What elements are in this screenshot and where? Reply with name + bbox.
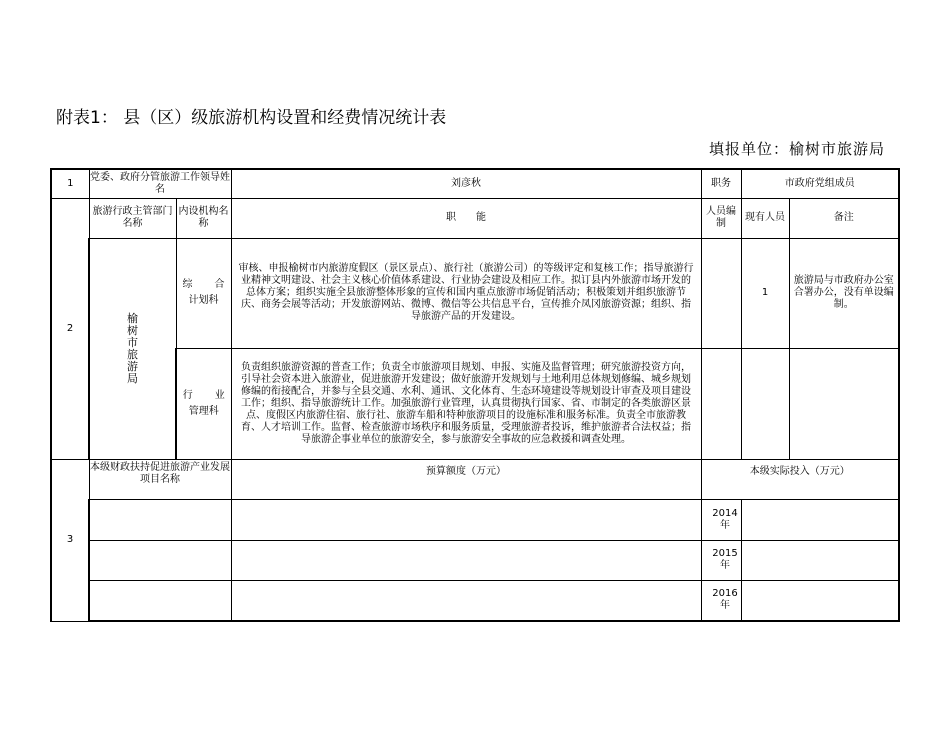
inner-dept-name — [176, 348, 231, 459]
row-number: 1 — [51, 169, 89, 198]
inner-dept-name-line: 管理科 — [188, 405, 219, 417]
table-row — [51, 580, 899, 621]
note-text — [789, 348, 899, 459]
year-label: 2015年 — [701, 540, 741, 580]
fill-unit: 填报单位：榆树市旅游局 — [708, 140, 885, 158]
project-label: 本级财政扶持促进旅游产业发展项目名称 — [89, 459, 231, 499]
project-name-cell — [89, 580, 231, 621]
table-row — [51, 499, 899, 540]
staffing-header: 人员编制 — [701, 198, 741, 238]
inner-dept-header: 内设机构名称 — [176, 198, 231, 238]
dept-name-char: 旅 — [127, 347, 138, 361]
actual-investment-cell — [741, 499, 899, 540]
year-label: 2016年 — [701, 580, 741, 621]
project-name-cell — [89, 499, 231, 540]
dept-name-char: 游 — [127, 359, 138, 373]
inner-dept-name — [176, 238, 231, 348]
budget-label: 预算额度（万元） — [231, 459, 701, 499]
table-row — [51, 198, 899, 238]
dept-name-char: 树 — [127, 323, 138, 337]
inner-dept-name-line: 综 合 — [182, 279, 225, 290]
dept-header: 旅游行政主管部门名称 — [89, 198, 176, 238]
inner-dept-name-line: 计划科 — [188, 295, 219, 306]
duty-text: 审核、申报榆树市内旅游度假区（景区景点）、旅行社（旅游公司）的等级评定和复核工作；指导旅游行业精神文明建设、社会主义核心价值体系建设、行业协会建设及相应工作。拟订县内外旅游市场开发的总体方案；组织实施全县旅游整体形象的宣传和国内重点旅游市场促销活动；积极策划并组织旅游节庆、商务会展等活动；开发旅游网站、微博、微信等公共信息平台，宣传推介凤冈旅游资源；组织、指导旅游产品的开发建设。 — [231, 238, 701, 348]
table-row — [51, 169, 899, 198]
actual-investment-cell — [741, 540, 899, 580]
leader-label: 党委、政府分管旅游工作领导姓名 — [89, 169, 231, 198]
project-name-cell — [89, 540, 231, 580]
staffing-value — [701, 238, 741, 348]
dept-name-char: 市 — [127, 335, 138, 349]
actual-investment-cell — [741, 580, 899, 621]
row-number: 2 — [51, 198, 89, 459]
table-row — [51, 459, 899, 499]
note-header: 备注 — [789, 198, 899, 238]
page-title: 附表1： 县（区）级旅游机构设置和经费情况统计表 — [56, 108, 447, 128]
current-staff-header: 现有人员 — [741, 198, 789, 238]
year-label: 2014年 — [701, 499, 741, 540]
budget-cell — [231, 580, 701, 621]
leader-name: 刘彦秋 — [231, 169, 701, 198]
table-row — [51, 238, 899, 348]
statistics-table — [50, 168, 900, 622]
position-label: 职务 — [701, 169, 741, 198]
actual-investment-label: 本级实际投入（万元） — [701, 459, 899, 499]
duty-text: 负责组织旅游资源的普查工作；负责全市旅游项目规划、申报、实施及监督管理；研究旅游投资方向，引导社会资本进入旅游业，促进旅游开发建设；做好旅游开发规划与土地利用总体规划修编、城乡规划修编的衔接配合，并参与全县交通、水利、通讯、文化体育、生态环境建设等规划设计审查及项目建设工作；组织、指导旅游统计工作。加强旅游行业管理，认真贯彻执行国家、省、市制定的各类旅游区景点、度假区内旅游住宿、旅行社、旅游车船和特种旅游项目的设施标准和服务标准。负责全市旅游教育、人才培训工作。监督、检查旅游市场秩序和服务质量，受理旅游者投诉，维护旅游者合法权益；指导旅游企事业单位的旅游安全，参与旅游安全事故的应急救援和调查处理。 — [231, 348, 701, 459]
dept-name-char: 榆 — [127, 311, 138, 325]
budget-cell — [231, 540, 701, 580]
current-staff-value: 1 — [741, 238, 789, 348]
dept-name-char: 局 — [127, 371, 138, 385]
budget-cell — [231, 499, 701, 540]
table-row — [51, 540, 899, 580]
note-text: 旅游局与市政府办公室合署办公，没有单设编制。 — [789, 238, 899, 348]
table-row — [51, 348, 899, 459]
row-number: 3 — [51, 459, 89, 621]
inner-dept-name-line: 行 业 — [182, 389, 225, 401]
current-staff-value — [741, 348, 789, 459]
dept-name — [89, 238, 176, 459]
duty-header: 职 能 — [231, 198, 701, 238]
staffing-value — [701, 348, 741, 459]
position-value: 市政府党组成员 — [741, 169, 899, 198]
